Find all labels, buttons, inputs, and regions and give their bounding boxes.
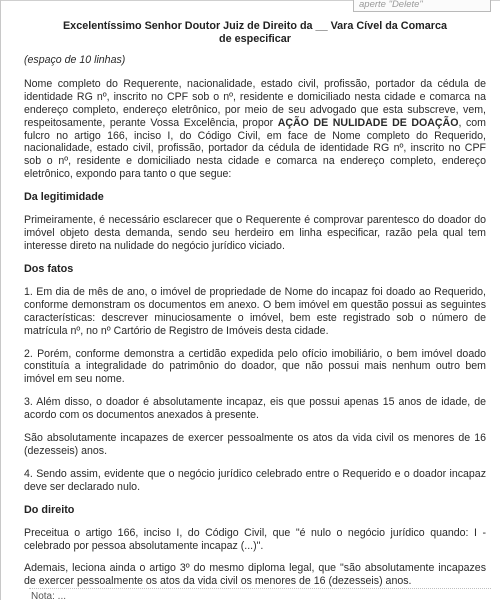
intro-part-1: Nome completo do Requerente, nacionalidade, estado civil, profissão, portador da cédula de identidade RG nº, inscrito no CPF sob o nº, residente e domiciliado nesta cidade e comarca na endereço completo, endereço eletrônico, por meio de seu advogado que esta subscreve, vem, respeitosamente, perante Vossa Excelência, propor <box>24 77 486 129</box>
title-line-2: de especificar <box>218 33 292 45</box>
fatos-paragraph-2: 2. Porém, conforme demonstra a certidão expedida pelo ofício imobiliário, o bem imóvel doado constituía a integralidade do patrimônio do doador, que não possui mais nenhum outro bem imóvel em seu nome. <box>24 347 486 386</box>
fatos-paragraph-1: 1. Em dia de mês de ano, o imóvel de propriedade de Nome do incapaz foi doado ao Requerido, conforme demonstram os documentos em anexo. O bem imóvel em questão possui as seguintes características: descrever minuciosamente o imóvel, bem este registrado sob o número de matrícula nº, no nº Cartório de Registro de Imóveis desta cidade. <box>24 285 486 337</box>
footer-rule <box>29 588 491 589</box>
footer-note: Nota: ... <box>31 591 67 600</box>
intro-part-2: , com fulcro no artigo 166, inciso I, do Código Civil, em face de Nome completo do Requerido, nacionalidade, estado civil, profissão, portador da cédula de identidade RG nº, inscrito no CPF sob o nº, residente e domiciliado nesta cidade e comarca na endereço completo, endereço eletrônico, expondo para tanto o que segue: <box>24 116 486 181</box>
heading-direito: Do direito <box>24 503 75 516</box>
direito-paragraph-1: Preceitua o artigo 166, inciso I, do Código Civil, que "é nulo o negócio jurídico quando: I - celebrado por pessoa absolutamente incapaz (...)". <box>24 526 486 552</box>
legitimidade-paragraph: Primeiramente, é necessário esclarecer que o Requerente é comprovar parentesco do doador do imóvel objeto desta demanda, sendo seu herdeiro em linha especificar, razão pela qual tem interesse direto na nulidade do negócio jurídico viciado. <box>24 214 486 252</box>
space-note: (espaço de 10 linhas) <box>24 54 126 66</box>
action-name: AÇÃO DE NULIDADE DE DOAÇÃO <box>277 116 459 129</box>
fatos-paragraph-3: 3. Além disso, o doador é absolutamente incapaz, eis que possui apenas 15 anos de idade, de acordo com os documentos anexados à presente. <box>24 396 486 422</box>
direito-paragraph-2: Ademais, leciona ainda o artigo 3º do mesmo diploma legal, que "são absolutamente incapazes de exercer pessoalmente os atos da vida civil os menores de 16 (dezesseis) anos. <box>24 562 486 588</box>
heading-fatos: Dos fatos <box>24 262 74 275</box>
heading-legitimidade: Da legitimidade <box>24 191 104 204</box>
delete-hint-text: aperte "Delete" <box>359 0 423 10</box>
intro-paragraph <box>24 78 486 181</box>
fatos-paragraph-5: 4. Sendo assim, evidente que o negócio jurídico celebrado entre o Requerido e o doador incapaz deve ser declarado nulo. <box>24 467 486 493</box>
document-title <box>24 20 486 46</box>
document-content <box>24 20 486 598</box>
title-line-1: Excelentíssimo Senhor Doutor Juiz de Direito da __ Vara Cível da Comarca <box>62 20 448 32</box>
fatos-paragraph-4: São absolutamente incapazes de exercer pessoalmente os atos da vida civil os menores de 16 (dezesseis) anos. <box>24 432 486 457</box>
delete-hint-box <box>353 0 491 12</box>
